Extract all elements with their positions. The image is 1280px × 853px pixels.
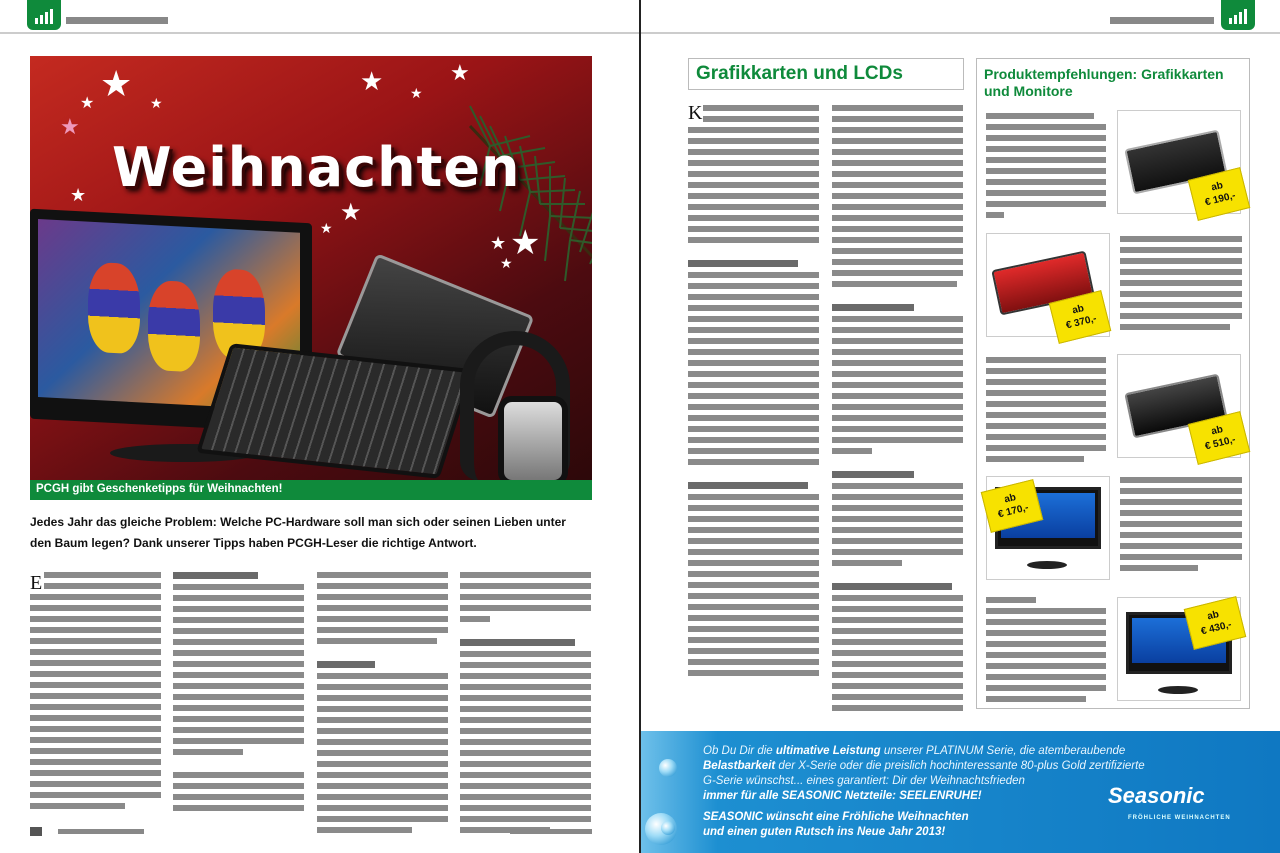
seasonic-logo: Seasonic FRÖHLICHE WEIHNACHTEN [1108, 783, 1231, 821]
header-rule [0, 32, 639, 34]
star-icon: ★ [450, 60, 470, 85]
star-icon: ★ [490, 233, 507, 253]
star-icon: ★ [150, 95, 163, 111]
text-column-2 [173, 572, 304, 816]
section-title: Grafikkarten und LCDs [688, 58, 964, 90]
headset-earcup [498, 396, 568, 486]
price-tag: ab € 170,- [981, 479, 1044, 533]
hero-image [30, 56, 592, 500]
price-tag: ab € 430,- [1184, 596, 1247, 650]
ornament-icon [659, 759, 677, 777]
star-icon: ★ [70, 185, 87, 205]
footer-label-placeholder [58, 829, 144, 834]
text-column-3 [317, 572, 448, 838]
product-card-3 [1117, 354, 1241, 458]
price-tag: ab € 510,- [1188, 411, 1251, 465]
right-text-column-2 [832, 105, 963, 716]
header-label-placeholder [1110, 17, 1214, 24]
price-tag: ab € 190,- [1188, 167, 1251, 221]
ornament-icon [661, 821, 675, 835]
star-icon: ★ [410, 85, 423, 101]
ad-text-block: Ob Du Dir die ultimative Leistung unserer PLATINUM Serie, die atemberaubende Belastbarkeit der X-Serie oder die preislich hochinteressante 80-plus Gold zertifizierte G-Serie wünschst... eines garantiert: Dir der Weihnachtsfrieden immer für alle SEASONIC Netzteile: SEELENRUHE! SEASONIC wünscht eine Fröhliche Weihnachten und einen guten Rutsch ins Neue Jahr 2013! [703, 745, 1145, 838]
product-text-3 [986, 357, 1106, 467]
price-tag: ab € 370,- [1049, 290, 1112, 344]
text-column-4 [460, 572, 591, 838]
right-text-column-1 [703, 105, 819, 681]
hero-caption: PCGH gibt Geschenketipps für Weihnachten! [30, 480, 592, 500]
product-text-4 [1120, 477, 1242, 576]
star-icon: ★ [80, 95, 95, 112]
star-icon: ★ [100, 63, 133, 104]
star-icon: ★ [60, 114, 80, 139]
product-card-5 [1117, 597, 1241, 701]
box-title: Produktempfehlungen: Grafikkarten und Monitore [984, 66, 1224, 99]
product-card-2 [986, 233, 1110, 337]
star-icon: ★ [510, 224, 541, 262]
header-label-placeholder [66, 17, 168, 24]
star-icon: ★ [360, 66, 384, 96]
header-rule [641, 32, 1280, 34]
hero-title: Weihnachten [112, 136, 521, 199]
product-text-5 [986, 597, 1106, 707]
product-card-4 [986, 476, 1110, 580]
section-tab-icon [1221, 0, 1255, 30]
footer-label-placeholder [510, 829, 592, 834]
seasonic-advertisement[interactable] [641, 731, 1280, 853]
product-text-1 [986, 113, 1106, 223]
dropcap: K [688, 102, 703, 124]
section-tab-icon [27, 0, 61, 30]
dropcap: E [30, 572, 43, 594]
intro-paragraph: Jedes Jahr das gleiche Problem: Welche PC-Hardware soll man sich oder seinen Lieben unter den Baum legen? Dank unserer Tipps haben PCGH-Leser die richtige Antwort. [30, 515, 566, 550]
star-icon: ★ [500, 255, 513, 271]
product-card-1 [1117, 110, 1241, 214]
text-column-1 [44, 572, 161, 814]
product-text-2 [1120, 236, 1242, 335]
star-icon: ★ [340, 199, 362, 226]
page-number [30, 827, 42, 836]
star-icon: ★ [320, 220, 333, 236]
